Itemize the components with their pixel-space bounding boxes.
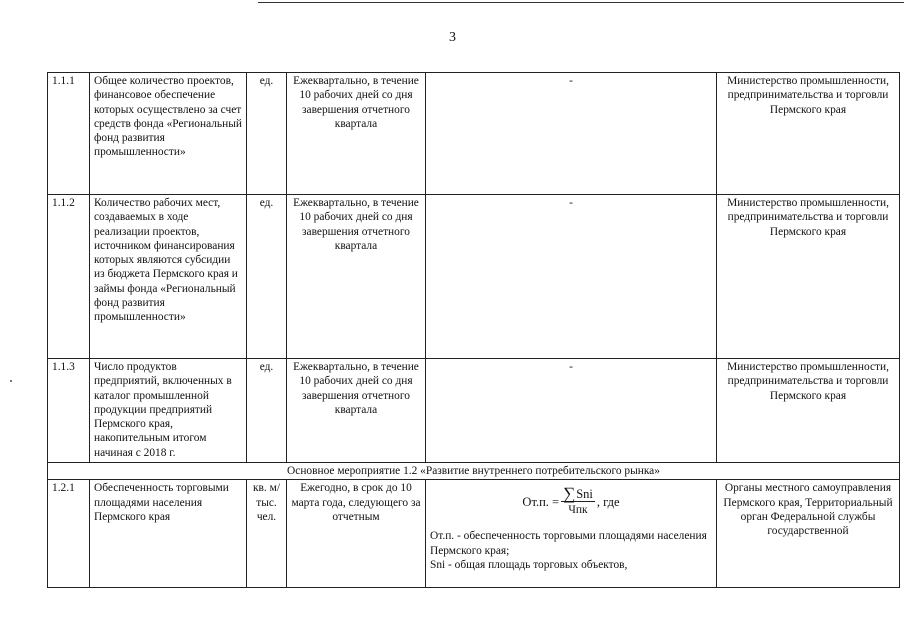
responsible-body: Органы местного самоуправления Пермского края, Территориальный орган Федеральной службы государственной [717, 480, 900, 588]
formula-expression [430, 483, 712, 521]
indicator-unit: ед. [247, 195, 287, 359]
responsible-body: Министерство промышленности, предпринимательства и торговли Пермского края [717, 73, 900, 195]
formula-definitions [430, 529, 712, 572]
table-row [48, 73, 900, 195]
formula-numerator [561, 484, 595, 503]
section-header: Основное мероприятие 1.2 «Развитие внутреннего потребительского рынка» [48, 463, 900, 480]
row-number: 1.1.1 [48, 73, 90, 195]
reporting-period: Ежеквартально, в течение 10 рабочих дней со дня завершения отчетного квартала [287, 359, 426, 463]
top-rule [258, 2, 904, 3]
table-row [48, 195, 900, 359]
reporting-period: Ежеквартально, в течение 10 рабочих дней со дня завершения отчетного квартала [287, 73, 426, 195]
row-number: 1.1.2 [48, 195, 90, 359]
formula-dash: - [569, 75, 573, 87]
indicator-name: Количество рабочих мест, создаваемых в ходе реализации проектов, источником финансирования которых являются субсидии из бюджета Пермского края и займы фонда «Региональный фонд развития промышленности» [90, 195, 247, 359]
calculation-formula [426, 73, 717, 195]
section-row [48, 463, 900, 480]
definition-line: От.п. - обеспеченность торговыми площадями населения Пермского края; [430, 530, 707, 557]
indicator-name: Число продуктов предприятий, включенных в каталог промышленной продукции предприятий Пермского края, накопительным итогом начиная с 2018 г. [90, 359, 247, 463]
scan-speck [10, 380, 12, 382]
responsible-body: Министерство промышленности, предпринимательства и торговли Пермского края [717, 195, 900, 359]
formula-dash: - [569, 197, 573, 209]
numerator-term: Sni [576, 487, 593, 501]
formula-denominator: Чпк [568, 504, 588, 517]
definition-line: Sni - общая площадь торговых объектов, [430, 558, 628, 571]
indicator-name: Обеспеченность торговыми площадями населения Пермского края [90, 480, 247, 588]
sum-symbol: ∑ [563, 484, 576, 503]
indicator-unit: ед. [247, 73, 287, 195]
indicator-unit: ед. [247, 359, 287, 463]
formula-dash: - [569, 361, 573, 373]
table-row [48, 480, 900, 588]
indicators-table [47, 72, 900, 588]
row-number: 1.2.1 [48, 480, 90, 588]
responsible-body: Министерство промышленности, предпринимательства и торговли Пермского края [717, 359, 900, 463]
calculation-formula [426, 195, 717, 359]
formula-fraction [561, 484, 595, 518]
row-number: 1.1.3 [48, 359, 90, 463]
table-row [48, 359, 900, 463]
reporting-period: Ежегодно, в срок до 10 марта года, следующего за отчетным [287, 480, 426, 588]
calculation-formula [426, 359, 717, 463]
formula-tail: , где [596, 495, 620, 510]
indicator-name: Общее количество проектов, финансовое обеспечение которых осуществлено за счет средств фонда «Региональный фонд развития промышленности» [90, 73, 247, 195]
formula-lhs: От.п. = [522, 495, 560, 510]
indicator-unit: кв. м/тыс. чел. [247, 480, 287, 588]
reporting-period: Ежеквартально, в течение 10 рабочих дней со дня завершения отчетного квартала [287, 195, 426, 359]
calculation-formula [426, 480, 717, 588]
page-number: 3 [449, 30, 456, 45]
